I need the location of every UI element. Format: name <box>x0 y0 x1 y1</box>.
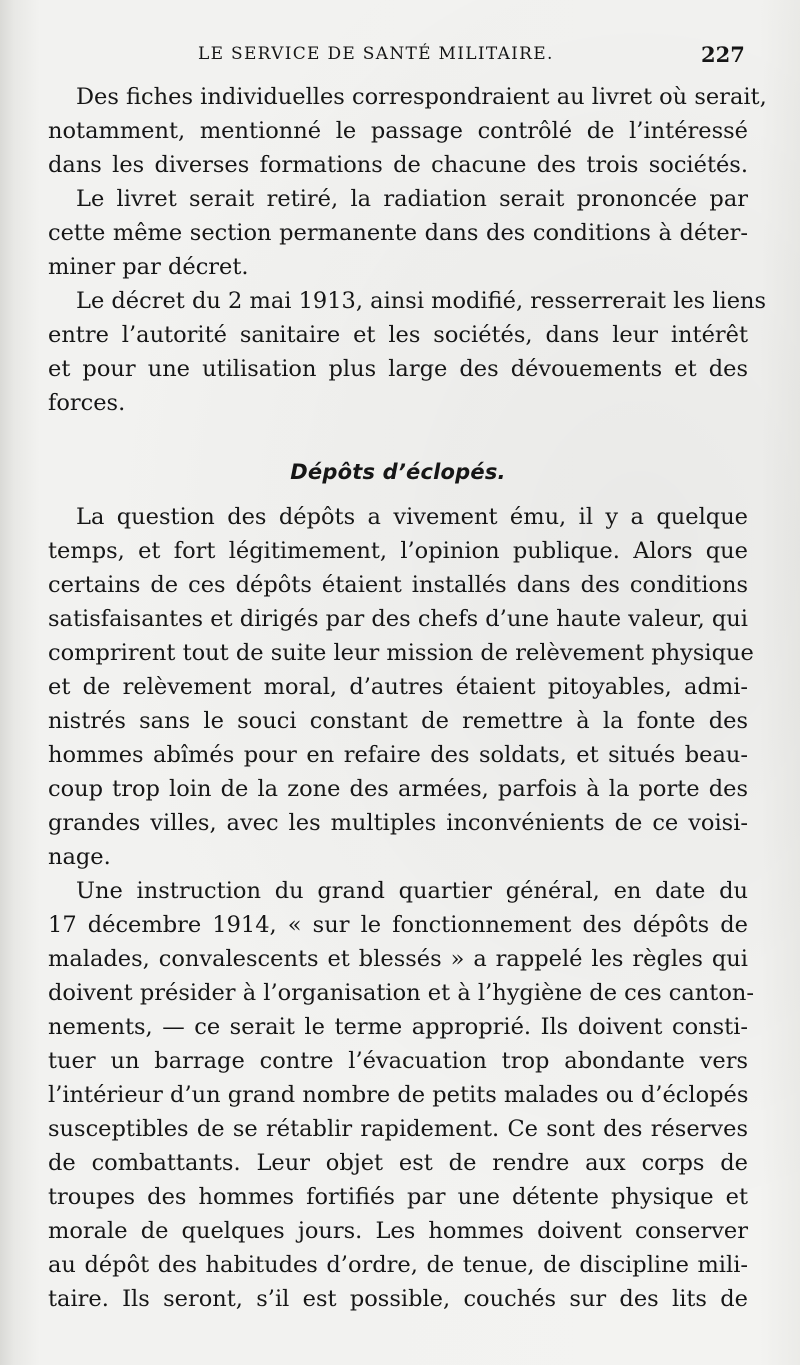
text-line: 17 décembre 1914, « sur le fonctionnement des dépôts de <box>48 912 748 938</box>
section-heading: Dépôts d’éclopés. <box>290 460 506 484</box>
text-line: Le décret du 2 mai 1913, ainsi modifié, resserrerait les liens <box>76 288 767 314</box>
text-line: l’intérieur d’un grand nombre de petits malades ou d’éclopés <box>48 1082 749 1108</box>
text-line: nements, — ce serait le terme approprié. Ils doivent consti- <box>48 1014 748 1040</box>
text-line: hommes abîmés pour en refaire des soldats, et situés beau- <box>48 742 748 768</box>
text-line: morale de quelques jours. Les hommes doivent conserver <box>48 1218 748 1244</box>
text-line: troupes des hommes fortifiés par une détente physique et <box>48 1184 748 1210</box>
text-line: satisfaisantes et dirigés par des chefs d’une haute valeur, qui <box>48 606 748 632</box>
text-line: forces. <box>48 390 126 416</box>
text-line: malades, convalescents et blessés » a rappelé les règles qui <box>48 946 748 972</box>
text-line: coup trop loin de la zone des armées, parfois à la porte des <box>48 776 748 802</box>
text-line: de combattants. Leur objet est de rendre aux corps de <box>48 1150 748 1176</box>
text-line: notamment, mentionné le passage contrôlé de l’intéressé <box>48 118 748 144</box>
text-line: Le livret serait retiré, la radiation serait prononcée par <box>76 186 748 212</box>
text-line: Des fiches individuelles correspondraient au livret où serait, <box>76 84 767 110</box>
text-line: nage. <box>48 844 111 870</box>
text-line: au dépôt des habitudes d’ordre, de tenue, de discipline mili- <box>48 1252 748 1278</box>
text-line: miner par décret. <box>48 254 249 280</box>
text-line: entre l’autorité sanitaire et les sociétés, dans leur intérêt <box>48 322 748 348</box>
text-line: et pour une utilisation plus large des dévouements et des <box>48 356 748 382</box>
text-line: tuer un barrage contre l’évacuation trop abondante vers <box>48 1048 748 1074</box>
text-line: comprirent tout de suite leur mission de relèvement physique <box>48 640 754 666</box>
text-line: cette même section permanente dans des conditions à déter- <box>48 220 748 246</box>
text-line: La question des dépôts a vivement ému, il y a quelque <box>76 504 748 530</box>
text-line: susceptibles de se rétablir rapidement. Ce sont des réserves <box>48 1116 748 1142</box>
text-line: temps, et fort légitimement, l’opinion publique. Alors que <box>48 538 748 564</box>
text-line: nistrés sans le souci constant de remettre à la fonte des <box>48 708 748 734</box>
running-head <box>0 44 800 72</box>
running-title: LE SERVICE DE SANTÉ MILITAIRE. <box>198 44 554 64</box>
text-line: doivent présider à l’organisation et à l’hygiène de ces canton- <box>48 980 754 1006</box>
text-line: taire. Ils seront, s’il est possible, couchés sur des lits de <box>48 1286 748 1312</box>
text-line: certains de ces dépôts étaient installés dans des conditions <box>48 572 748 598</box>
text-line: grandes villes, avec les multiples inconvénients de ce voisi- <box>48 810 748 836</box>
text-line: et de relèvement moral, d’autres étaient pitoyables, admi- <box>48 674 748 700</box>
page-number: 227 <box>701 42 745 67</box>
text-line: dans les diverses formations de chacune des trois sociétés. <box>48 152 748 178</box>
text-line: Une instruction du grand quartier général, en date du <box>76 878 748 904</box>
